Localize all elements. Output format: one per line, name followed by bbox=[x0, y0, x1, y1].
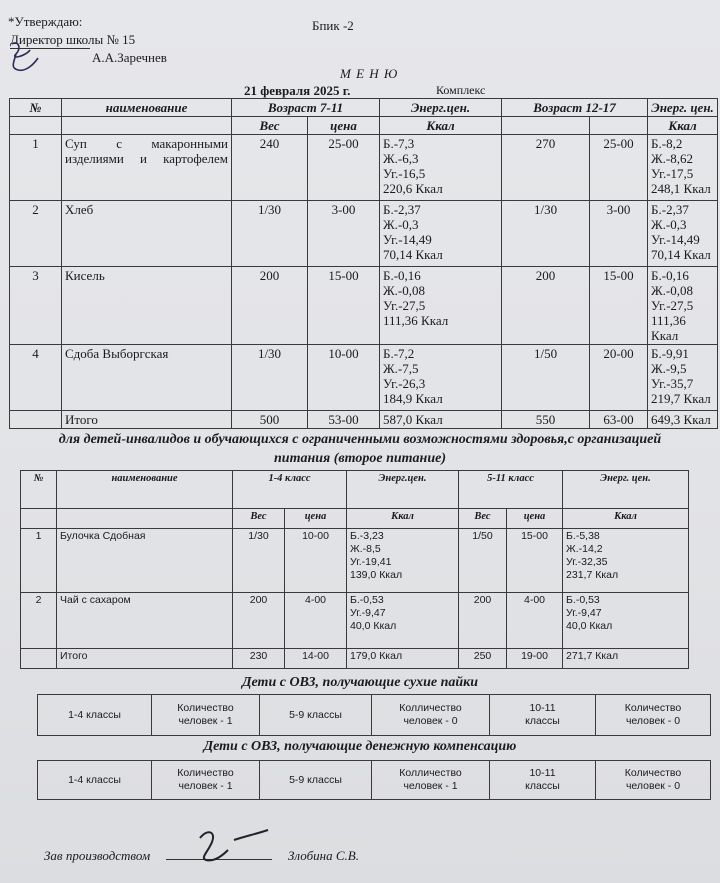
table-row: 2 Хлеб 1/30 3-00 Б.-2,37 Ж.-0,3 Уг.-14,49 70,14 Ккал 1/30 3-00 Б.-2,37 Ж.-0,3 Уг.-14,49 70,14 Ккал bbox=[10, 201, 718, 267]
dry-rations-title: Дети с ОВЗ, получающие сухие пайки bbox=[241, 675, 479, 690]
total-label: Итого bbox=[57, 649, 233, 669]
total-label: Итого bbox=[62, 411, 232, 429]
col-weight-1: Вес bbox=[233, 509, 285, 529]
second-meal-table bbox=[20, 470, 689, 669]
comp-grade-5-9: 5-9 классы bbox=[260, 761, 372, 800]
comp-grade-1-4: 1-4 классы bbox=[38, 761, 152, 800]
comp-count-10-11: Количество человек - 0 bbox=[596, 761, 711, 800]
footer-role: Зав производством bbox=[44, 848, 151, 863]
dry-grade-1-4: 1-4 классы bbox=[38, 695, 152, 736]
total-row: Итого 500 53-00 587,0 Ккал 550 63-00 649,3 Ккал bbox=[10, 411, 718, 429]
dish-name: Сдоба Выборгская bbox=[62, 345, 232, 411]
col-energy-1: Энерг.цен. bbox=[347, 471, 459, 509]
col-kcal-2: Ккал bbox=[648, 117, 718, 135]
comp-count-1-4: Количество человек - 1 bbox=[152, 761, 260, 800]
dish-name: Кисель bbox=[62, 267, 232, 345]
dish-name: Булочка Сдобная bbox=[57, 529, 233, 593]
director-signature bbox=[4, 38, 44, 78]
kompleks-label: Комплекс bbox=[436, 83, 486, 97]
comp-count-5-9: Колличество человек - 1 bbox=[372, 761, 490, 800]
col-kcal-1: Ккал bbox=[380, 117, 502, 135]
dry-count-5-9: Колличество человек - 0 bbox=[372, 695, 490, 736]
table-row: 3 Кисель 200 15-00 Б.-0,16 Ж.-0,08 Уг.-27,5 111,36 Ккал 200 15-00 Б.-0,16 Ж.-0,08 Уг.-27,5 111,36 Ккал bbox=[10, 267, 718, 345]
blank-label: Бпик -2 bbox=[312, 18, 354, 33]
dry-rations-table bbox=[37, 694, 711, 736]
dish-name: Суп с макаронными изделиями и картофелем bbox=[62, 135, 232, 201]
col-energy-2: Энерг. цен. bbox=[648, 99, 718, 117]
col-energy-1: Энерг.цен. bbox=[380, 99, 502, 117]
col-age-12-17: Возраст 12-17 bbox=[502, 99, 648, 117]
approve-label: *Утверждаю: bbox=[8, 14, 83, 29]
section2-title-line2: питания (второе питание) bbox=[274, 451, 446, 466]
col-price-1: цена bbox=[308, 117, 380, 135]
dry-grade-5-9: 5-9 классы bbox=[260, 695, 372, 736]
table-row: 2 Чай с сахаром 200 4-00 Б.-0,53 Уг.-9,47 40,0 Ккал 200 4-00 Б.-0,53 Уг.-9,47 40,0 Ккал bbox=[21, 593, 689, 649]
compensation-title: Дети с ОВЗ, получающие денежную компенсацию bbox=[203, 739, 517, 754]
dish-name: Чай с сахаром bbox=[57, 593, 233, 649]
table-row: 4 Сдоба Выборгская 1/30 10-00 Б.-7,2 Ж.-7,5 Уг.-26,3 184,9 Ккал 1/50 20-00 Б.-9,91 Ж.-9,5 Уг.-35,7 219,7 Ккал bbox=[10, 345, 718, 411]
col-number: № bbox=[21, 471, 57, 509]
col-energy-2: Энерг. цен. bbox=[563, 471, 689, 509]
footer-name: Злобина С.В. bbox=[288, 848, 359, 863]
page-title: М Е Н Ю bbox=[340, 66, 399, 81]
col-number: № bbox=[10, 99, 62, 117]
main-menu-table bbox=[9, 98, 718, 429]
dry-grade-10-11: 10-11 классы bbox=[490, 695, 596, 736]
dish-name: Хлеб bbox=[62, 201, 232, 267]
comp-grade-10-11: 10-11 классы bbox=[490, 761, 596, 800]
col-age-7-11: Возраст 7-11 bbox=[232, 99, 380, 117]
table-row: 1 Суп с макаронными изделиями и картофелем 240 25-00 Б.-7,3 Ж.-6,3 Уг.-16,5 220,6 Ккал 270 25-00 Б.-8,2 Ж.-8,62 Уг.-17,5 248,1 Ккал bbox=[10, 135, 718, 201]
col-name: наименование bbox=[62, 99, 232, 117]
col-name: наименование bbox=[57, 471, 233, 509]
dry-count-1-4: Количество человек - 1 bbox=[152, 695, 260, 736]
col-weight-1: Вес bbox=[232, 117, 308, 135]
col-price-2: цена bbox=[507, 509, 563, 529]
table-row: 1 Булочка Сдобная 1/30 10-00 Б.-3,23 Ж.-8,5 Уг.-19,41 139,0 Ккал 1/50 15-00 Б.-5,38 Ж.-14,2 Уг.-32,35 231,7 Ккал bbox=[21, 529, 689, 593]
total-row: Итого 230 14-00 179,0 Ккал 250 19-00 271,7 Ккал bbox=[21, 649, 689, 669]
director-label: Директор школы № 15 bbox=[10, 32, 136, 47]
col-price-1: цена bbox=[285, 509, 347, 529]
col-weight-2: Вес bbox=[459, 509, 507, 529]
compensation-table bbox=[37, 760, 711, 800]
director-name: А.А.Заречнев bbox=[92, 50, 167, 65]
footer-signature bbox=[194, 826, 274, 866]
col-kcal-2: Ккал bbox=[563, 509, 689, 529]
col-grade-5-11: 5-11 класс bbox=[459, 471, 563, 509]
dry-count-10-11: Количество человек - 0 bbox=[596, 695, 711, 736]
section2-title-line1: для детей-инвалидов и обучающихся с ограниченными возможностями здоровья,с организацией bbox=[58, 432, 662, 447]
col-grade-1-4: 1-4 класс bbox=[233, 471, 347, 509]
menu-date: 21 февраля 2025 г. bbox=[244, 83, 351, 98]
col-kcal-1: Ккал bbox=[347, 509, 459, 529]
